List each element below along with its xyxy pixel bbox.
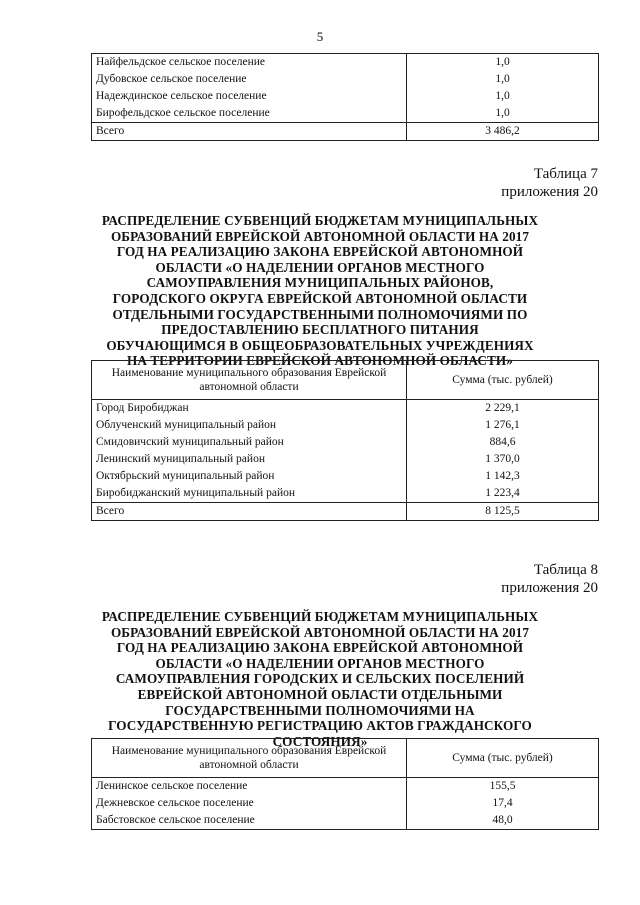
total-row xyxy=(92,123,599,141)
table-row xyxy=(92,795,599,812)
column-header-name: Наименование муниципального образования Еврейской автономной области xyxy=(92,739,407,778)
column-header-name: Наименование муниципального образования Еврейской автономной области xyxy=(92,361,407,400)
row-name: Биробиджанский муниципальный район xyxy=(92,485,407,503)
row-value: 1 276,1 xyxy=(407,417,599,434)
table-header-row xyxy=(92,739,599,778)
table8-number: Таблица 8 xyxy=(533,562,598,578)
row-value: 1 370,0 xyxy=(407,451,599,468)
row-name: Надеждинское сельское поселение xyxy=(92,88,407,105)
row-name: Облученский муниципальный район xyxy=(92,417,407,434)
row-value: 48,0 xyxy=(407,812,599,830)
table-header-row xyxy=(92,361,599,400)
table-row xyxy=(92,451,599,468)
table-continuation xyxy=(91,53,599,141)
row-value: 1,0 xyxy=(407,71,599,88)
row-value: 155,5 xyxy=(407,778,599,796)
row-name: Смидовичский муниципальный район xyxy=(92,434,407,451)
table-row xyxy=(92,105,599,123)
table-row xyxy=(92,417,599,434)
total-label: Всего xyxy=(92,503,407,521)
row-name: Город Биробиджан xyxy=(92,400,407,418)
total-label: Всего xyxy=(92,123,407,141)
total-row xyxy=(92,503,599,521)
table-row xyxy=(92,434,599,451)
row-name: Ленинское сельское поселение xyxy=(92,778,407,796)
table7-number: Таблица 7 xyxy=(533,166,598,182)
row-name: Ленинский муниципальный район xyxy=(92,451,407,468)
table8-heading: РАСПРЕДЕЛЕНИЕ СУБВЕНЦИЙ БЮДЖЕТАМ МУНИЦИПАЛЬНЫХ ОБРАЗОВАНИЙ ЕВРЕЙСКОЙ АВТОНОМНОЙ ОБЛАСТИ НА 2017 ГОД НА РЕАЛИЗАЦИЮ ЗАКОНА ЕВРЕЙСКОЙ АВТОНОМНОЙ ОБЛАСТИ «О НАДЕЛЕНИИ ОРГАНОВ МЕСТНОГО САМОУПРАВЛЕНИЯ ГОРОДСКИХ И СЕЛЬСКИХ ПОСЕЛЕНИЙ ЕВРЕЙСКОЙ АВТОНОМНОЙ ОБЛАСТИ ОТДЕЛЬНЫМИ ГОСУДАРСТВЕННЫМИ ПОЛНОМОЧИЯМИ НА ГОСУДАРСТВЕННУЮ РЕГИСТРАЦИЮ АКТОВ ГРАЖДАНСКОГО СОСТОЯНИЯ» xyxy=(101,609,539,749)
row-value: 1,0 xyxy=(407,88,599,105)
row-name: Бабстовское сельское поселение xyxy=(92,812,407,830)
table-row xyxy=(92,778,599,796)
table-row xyxy=(92,54,599,72)
total-value: 3 486,2 xyxy=(407,123,599,141)
column-header-value: Сумма (тыс. рублей) xyxy=(407,739,599,778)
row-value: 1 223,4 xyxy=(407,485,599,503)
table-row xyxy=(92,88,599,105)
row-name: Дежневское сельское поселение xyxy=(92,795,407,812)
row-value: 1 142,3 xyxy=(407,468,599,485)
page-number: 5 xyxy=(316,29,324,44)
row-value: 2 229,1 xyxy=(407,400,599,418)
table7-label xyxy=(501,165,598,201)
table8 xyxy=(91,738,599,830)
table7-appendix: приложения 20 xyxy=(501,184,598,200)
table8-appendix: приложения 20 xyxy=(501,580,598,596)
table-row xyxy=(92,485,599,503)
table-row xyxy=(92,468,599,485)
column-header-value: Сумма (тыс. рублей) xyxy=(407,361,599,400)
row-name: Октябрьский муниципальный район xyxy=(92,468,407,485)
table8-label xyxy=(501,561,598,597)
row-name: Найфельдское сельское поселение xyxy=(92,54,407,72)
table7-heading: РАСПРЕДЕЛЕНИЕ СУБВЕНЦИЙ БЮДЖЕТАМ МУНИЦИПАЛЬНЫХ ОБРАЗОВАНИЙ ЕВРЕЙСКОЙ АВТОНОМНОЙ ОБЛАСТИ НА 2017 ГОД НА РЕАЛИЗАЦИЮ ЗАКОНА ЕВРЕЙСКОЙ АВТОНОМНОЙ ОБЛАСТИ «О НАДЕЛЕНИИ ОРГАНОВ МЕСТНОГО САМОУПРАВЛЕНИЯ МУНИЦИПАЛЬНЫХ РАЙОНОВ, ГОРОДСКОГО ОКРУГА ЕВРЕЙСКОЙ АВТОНОМНОЙ ОБЛАСТИ ОТДЕЛЬНЫМИ ГОСУДАРСТВЕННЫМИ ПОЛНОМОЧИЯМИ ПО ПРЕДОСТАВЛЕНИЮ БЕСПЛАТНОГО ПИТАНИЯ ОБУЧАЮЩИМСЯ В ОБЩЕОБРАЗОВАТЕЛЬНЫХ УЧРЕЖДЕНИЯХ НА ТЕРРИТОРИИ ЕВРЕЙСКОЙ АВТОНОМНОЙ ОБЛАСТИ» xyxy=(101,213,539,369)
row-value: 884,6 xyxy=(407,434,599,451)
row-name: Бирофельдское сельское поселение xyxy=(92,105,407,123)
table-row xyxy=(92,71,599,88)
table-row xyxy=(92,400,599,418)
row-name: Дубовское сельское поселение xyxy=(92,71,407,88)
row-value: 1,0 xyxy=(407,54,599,72)
table-row xyxy=(92,812,599,830)
table7 xyxy=(91,360,599,521)
row-value: 17,4 xyxy=(407,795,599,812)
row-value: 1,0 xyxy=(407,105,599,123)
total-value: 8 125,5 xyxy=(407,503,599,521)
